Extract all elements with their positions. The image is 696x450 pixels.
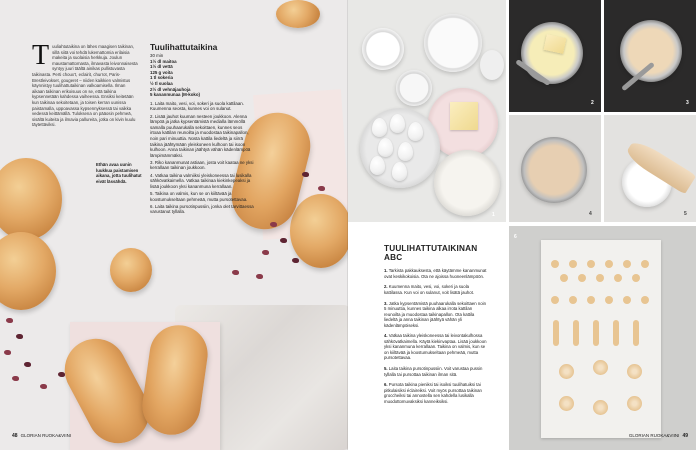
abc-title: TUULIHATTUTAIKINAN ABC <box>384 244 478 262</box>
photo-number: 1 <box>492 212 495 218</box>
ingredient-item: 5 kananmunaa (M-koko) <box>150 92 201 98</box>
rose-petal <box>318 186 325 191</box>
photo-number: 6 <box>514 234 517 240</box>
dough-dot <box>632 274 640 282</box>
dough-dot <box>614 274 622 282</box>
eclair-strip <box>593 320 599 346</box>
right-page <box>348 0 696 450</box>
step-photo-dough-ball <box>604 0 696 112</box>
abc-step-text: Pursota taikina pieniksi tai isoiksi tuulihatuiksi tai pitkulaisiksi éclaireiksi. Voit myös pursottaa taikinan groccheiksi tai annostella sen kahdella lusikalla muodottomuvaksiksi kanneiksiksi. <box>384 382 482 404</box>
abc-step <box>384 382 488 404</box>
page-number: 48 <box>12 433 18 439</box>
dough-dot <box>578 274 586 282</box>
milk-bowl <box>424 14 482 72</box>
saucepan <box>521 22 583 84</box>
recipe-step: 6. Laita taikina pursotinpussiin, jonka olet tarvittaessa varustanut tyllalla. <box>150 203 254 215</box>
water-glass <box>396 70 432 106</box>
rose-petal <box>12 376 19 381</box>
ingredient-item: 1½ dl maitoa <box>150 58 177 64</box>
abc-step <box>384 284 488 295</box>
dough-dot <box>623 260 631 268</box>
recipe-title: Tuulihattutaikina <box>150 42 218 52</box>
eclair-strip <box>573 320 579 346</box>
saucepan <box>620 20 682 82</box>
recipe-step: 4. Vatkaa taikina valmiiksi yleiskoneessa tai lusikalla sähkövatkaimella. Vatkaa taikinaa kiekinkepeaksi ja lisää joukkoon yksi kananmuna kerrallaan. <box>150 172 252 189</box>
rose-petal <box>24 362 31 367</box>
intro-text: uuliahtutaikina on lähes maagisen taikinan, sillä siitä voi tehdä lukemattomia erilaisia makeita ja suolaisia herkkuja. Joulun maustamattomasta, ilmavasta leivonnaisesta syntyy juuri täältä ainikas pullistuvasta taikinasta. Perti choux’t, eclairit, churrot, Paris-Brestleivokset, gougeret – niiden kaikkien valmistus käynnistyy tuulihattutaikinan valkoamisella. Ilman aikaan taikinan erikoisuus on se, että taikina kypsennetään kahdessa vaiheessa. Ensiksi keitetään kun taikinaa sekoitetaan, ja toisen kerran uunissa paistamalla, uppoavassa kypsennyksessä tai vaikka vedessä keittämällä. Tuloksena on pääosin pehmeä, sisältä kuiteita ja ilmavia pallureita, jotka on kivin kuulu täytettäviksi. <box>32 44 138 128</box>
flour-bowl <box>362 28 404 70</box>
cream-puff <box>290 194 348 268</box>
abc-step <box>384 366 488 377</box>
rose-petal <box>302 172 309 177</box>
piped-swirl <box>593 400 608 415</box>
abc-step-number: 5. <box>384 366 388 372</box>
magazine-name: GLORIAN RUOKA&VIINI <box>20 433 72 438</box>
rose-petal <box>292 258 299 263</box>
egg <box>370 156 385 175</box>
cream-puff <box>110 248 152 292</box>
ingredient-item: 1½ dl vettä <box>150 64 173 70</box>
step-photo-piping-bag <box>604 115 696 222</box>
egg <box>408 122 423 141</box>
cream-puff <box>276 0 320 28</box>
photo-number: 2 <box>591 100 594 106</box>
recipe-steps <box>150 101 254 215</box>
step-photo-piped-tray <box>509 226 696 450</box>
piped-swirl <box>627 396 642 411</box>
rose-petal <box>16 334 23 339</box>
photo-number: 3 <box>686 100 689 106</box>
recipe-step: 2. Lisää jauhot kuuman nesteen joukkoon. Alenna lämpöä ja jatka kypsentämistä medialla lämmöllä samalla puuhaarukalla sekoittaen, kunnes seos irtoaa kattilan reunoilta ja muodostaa taikinapallon, noin pari minuuttia. Nosta kattila liedeltä ja siirrä taikina jäähtymään yleiskoneen kulhoon tai isoon kulhoon. Anna taikinan jäähtyä vähän kädenlämpöä lämpimämmäksi. <box>150 113 251 158</box>
dough-dot <box>551 260 559 268</box>
page-footer-left <box>12 433 71 439</box>
abc-step <box>384 301 488 329</box>
photo-caption: Ethän avaa uunin luukkua paistamisen aikana, jotta tuulihatut eivät lässähdä. <box>96 162 142 184</box>
cream-puff <box>0 232 56 310</box>
dough-dot <box>623 296 631 304</box>
ingredient-item: 1 tl sokeria <box>150 75 173 81</box>
rose-petal <box>58 372 65 377</box>
abc-steps <box>384 268 488 404</box>
recipe-time: 30 min <box>150 53 164 58</box>
ingredients-photo <box>348 0 506 222</box>
rose-petal <box>280 238 287 243</box>
abc-step-number: 2. <box>384 284 388 290</box>
dough-dot <box>605 260 613 268</box>
mixing-bowl <box>521 137 587 203</box>
step-photo-mixing <box>509 115 601 222</box>
rose-petal <box>232 270 239 275</box>
piped-swirl <box>593 360 608 375</box>
recipe-block <box>150 42 254 217</box>
ingredient-list <box>150 59 254 98</box>
egg <box>378 138 393 157</box>
dough-dot <box>551 296 559 304</box>
dough-dot <box>587 260 595 268</box>
page-footer-right <box>629 433 688 439</box>
ingredient-item: 125 g voita <box>150 69 173 75</box>
baking-tray <box>541 240 661 438</box>
piped-swirl <box>559 396 574 411</box>
abc-step-number: 1. <box>384 268 388 273</box>
ingredient-item: 2½ dl vehnäjauhoja <box>150 86 191 92</box>
abc-step-text: Jatka kypsentämistä puuhaarukalla sekoittaen noin 5 minuuttia, kunnes taikina alkaa irrota kattilan reunoilta ja muodostaa taikinapallon. Ota kattila liedeltä ja anna taikinan jäähtyä vähän yli kädenlämpöiseksi. <box>384 300 487 328</box>
sugar-bowl <box>434 150 500 216</box>
photo-number: 4 <box>589 211 592 217</box>
egg <box>390 114 405 133</box>
dough-dot <box>560 274 568 282</box>
intro-paragraph <box>32 40 138 128</box>
eclair-strip <box>633 320 639 346</box>
recipe-step: 3. Riko kananmunat astiaan, josta voit kaataa ne yksi kerrallaan taikinan joukkoon. <box>150 159 254 171</box>
abc-step-text: Kuumenna maito, vesi, voi, sokeri ja suola kattilassa. Kun voi on sulanut, voit lisätä jauhot. <box>384 284 475 295</box>
egg <box>372 118 387 137</box>
rose-petal <box>6 318 13 323</box>
drop-cap: T <box>32 40 50 71</box>
photo-number: 5 <box>684 211 687 217</box>
abc-step <box>384 268 488 279</box>
ingredient-item: ½ tl suolaa <box>150 80 173 86</box>
abc-step-number: 4. <box>384 333 388 339</box>
piped-swirl <box>559 364 574 379</box>
abc-step-number: 6. <box>384 382 388 388</box>
rose-petal <box>40 384 47 389</box>
magazine-name: GLORIAN RUOKA&VIINI <box>628 433 680 438</box>
dough-dot <box>569 260 577 268</box>
page-number: 49 <box>682 433 688 439</box>
eclair-strip <box>553 320 559 346</box>
dough-dot <box>596 274 604 282</box>
abc-step-text: Vatkaa taikina yleiskoneessa tai leivontakulhossa sähkövatkaimella. Käytä kiekinvaptaa. Lisää joukkoon yksi kananmuna kerrallaan. Taikina on valmis, kun se on kiiltävää ja koostumukseltaan pehmeää, mutta pursotettavaa. <box>384 333 487 361</box>
rose-petal <box>4 350 11 355</box>
dough-dot <box>587 296 595 304</box>
recipe-step: 1. Laita maito, vesi, voi, sokeri ja suola kattilaan. Kuumenna seosta, kunnes voi on sulanut. <box>150 100 244 112</box>
piped-swirl <box>627 364 642 379</box>
rose-petal <box>256 274 263 279</box>
recipe-step: 5. Taikina on valmis, kun se on kiiltävää ja koostumukseltaan pehmeää, mutta pursotettavaa. <box>150 191 248 202</box>
cream-puff <box>0 158 62 240</box>
abc-step-text: Laita taikina pursotinpussiin. Voit varustaa pussin tyllalla tai pursottaa taikinan ilman sitä. <box>384 366 483 377</box>
rose-petal <box>262 250 269 255</box>
small-jug <box>480 50 504 80</box>
butter-block <box>450 102 478 130</box>
dough-dot <box>641 260 649 268</box>
dough-dot <box>569 296 577 304</box>
abc-step-text: Tarkista pakkauksesta, että käytämme kananmunat ovat keskikokoisia. Ota ne ajoissa huoneenlämpöön. <box>384 268 487 279</box>
step-photo-melting-butter <box>509 0 601 112</box>
egg <box>398 142 413 161</box>
abc-step <box>384 333 488 361</box>
egg <box>392 162 407 181</box>
abc-step-number: 3. <box>384 300 388 306</box>
dough-dot <box>605 296 613 304</box>
abc-block <box>384 244 488 410</box>
dough-dot <box>641 296 649 304</box>
rose-petal <box>270 222 277 227</box>
eclair-strip <box>613 320 619 346</box>
